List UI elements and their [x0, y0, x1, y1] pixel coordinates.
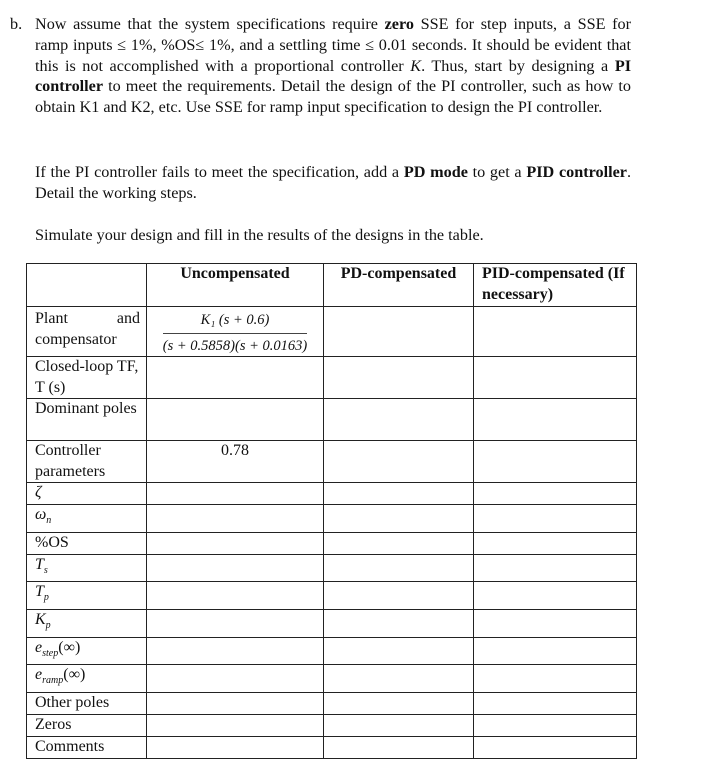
italic-k: K	[410, 56, 422, 75]
table-cell	[147, 637, 324, 665]
table-cell	[474, 441, 637, 483]
table-row	[27, 505, 637, 533]
table-cell	[324, 715, 474, 737]
bold-pd-mode: PD mode	[403, 163, 468, 181]
simulate-paragraph: Simulate your design and fill in the results of the designs in the table.	[35, 226, 484, 244]
table-row	[27, 610, 637, 638]
row-label-closed-loop: Closed-loop TF, T (s)	[27, 357, 147, 399]
table-cell	[324, 357, 474, 399]
table-cell	[474, 399, 637, 441]
table-cell	[474, 357, 637, 399]
table-cell	[147, 399, 324, 441]
bold-zero: zero	[384, 15, 414, 33]
row-label-wn: $\omega_n$	[27, 505, 147, 533]
table-row	[27, 483, 637, 505]
table-row	[27, 665, 637, 693]
table-cell	[324, 554, 474, 582]
table-cell	[147, 715, 324, 737]
row-label-tp: $T_p$	[27, 582, 147, 610]
table-cell	[324, 693, 474, 715]
results-table	[26, 263, 637, 759]
tf-numerator: K₁ (s + 0.6)	[163, 310, 307, 334]
table-cell	[147, 554, 324, 582]
table-cell	[474, 582, 637, 610]
row-label-controller-parameters: Controller parameters	[27, 441, 147, 483]
row-label-zeta: ζ	[27, 483, 147, 505]
row-label-estep: $e_{step}(\infty)$	[27, 637, 147, 665]
table-cell	[324, 307, 474, 357]
item-label: b.	[10, 15, 23, 33]
row-label-other-poles: Other poles	[27, 693, 147, 715]
table-cell	[324, 399, 474, 441]
table-cell	[324, 532, 474, 554]
table-row	[27, 307, 637, 357]
row-label-dominant-poles: Dominant poles	[27, 399, 147, 441]
table-cell	[324, 610, 474, 638]
table-row	[27, 582, 637, 610]
transfer-function-cell	[147, 307, 324, 357]
table-cell	[147, 737, 324, 759]
table-row	[27, 637, 637, 665]
table-cell	[474, 637, 637, 665]
bold-pi-controller: PI controller	[35, 56, 631, 96]
row-label-kp: $K_p$	[27, 610, 147, 638]
table-cell	[324, 582, 474, 610]
row-label-ts: $T_s$	[27, 554, 147, 582]
table-cell	[474, 715, 637, 737]
table-row	[27, 554, 637, 582]
table-cell	[324, 441, 474, 483]
table-cell	[147, 693, 324, 715]
row-label-zeros: Zeros	[27, 715, 147, 737]
header-pd-compensated: PD-compensated	[324, 264, 474, 307]
table-row	[27, 399, 637, 441]
table-cell	[474, 483, 637, 505]
row-label-comments: Comments	[27, 737, 147, 759]
table-row	[27, 441, 637, 483]
table-row	[27, 357, 637, 399]
table-cell	[147, 582, 324, 610]
tf-denominator: (s + 0.5858)(s + 0.0163)	[162, 337, 308, 354]
bold-pid-controller: PID controller	[526, 163, 627, 181]
table-row	[27, 737, 637, 759]
controller-value: 0.78	[147, 441, 324, 483]
table-header-row	[27, 264, 637, 307]
table-cell	[474, 610, 637, 638]
row-label-percent-os: %OS	[27, 532, 147, 554]
table-cell	[147, 505, 324, 533]
pid-paragraph: If the PI controller fails to meet the specification, add a PD mode to get a PID controller. Detail the working steps.	[35, 163, 632, 202]
table-cell	[474, 307, 637, 357]
table-cell	[324, 505, 474, 533]
table-cell	[474, 505, 637, 533]
table-cell	[147, 532, 324, 554]
requirements-paragraph: Now assume that the system specifications require zero SSE for step inputs, a SSE for ramp inputs ≤ 1%, %OS≤ 1%, and a settling time ≤ 0.01 seconds. It should be evident that this is not accomplished with a proportional controller K. Thus, start by designing a PI controller to meet the requirements. Detail the design of the PI controller, such as how to obtain K1 and K2, etc. Use SSE for ramp input specification to design the PI controller.	[35, 15, 632, 117]
table-row	[27, 715, 637, 737]
header-empty	[27, 264, 147, 307]
table-cell	[474, 532, 637, 554]
table-row	[27, 532, 637, 554]
table-cell	[324, 737, 474, 759]
row-label-plant: Plant and compensator	[27, 307, 147, 357]
row-label-eramp: $e_{ramp}(\infty)$	[27, 665, 147, 693]
table-cell	[147, 610, 324, 638]
table-cell	[324, 637, 474, 665]
table-cell	[324, 665, 474, 693]
table-cell	[147, 483, 324, 505]
table-cell	[474, 737, 637, 759]
table-row	[27, 693, 637, 715]
header-pid-compensated: PID-compensated (If necessary)	[474, 264, 637, 307]
table-cell	[324, 483, 474, 505]
table-cell	[474, 665, 637, 693]
table-cell	[474, 693, 637, 715]
table-cell	[474, 554, 637, 582]
table-cell	[147, 665, 324, 693]
table-cell	[147, 357, 324, 399]
transfer-function	[163, 310, 307, 356]
header-uncompensated: Uncompensated	[147, 264, 324, 307]
